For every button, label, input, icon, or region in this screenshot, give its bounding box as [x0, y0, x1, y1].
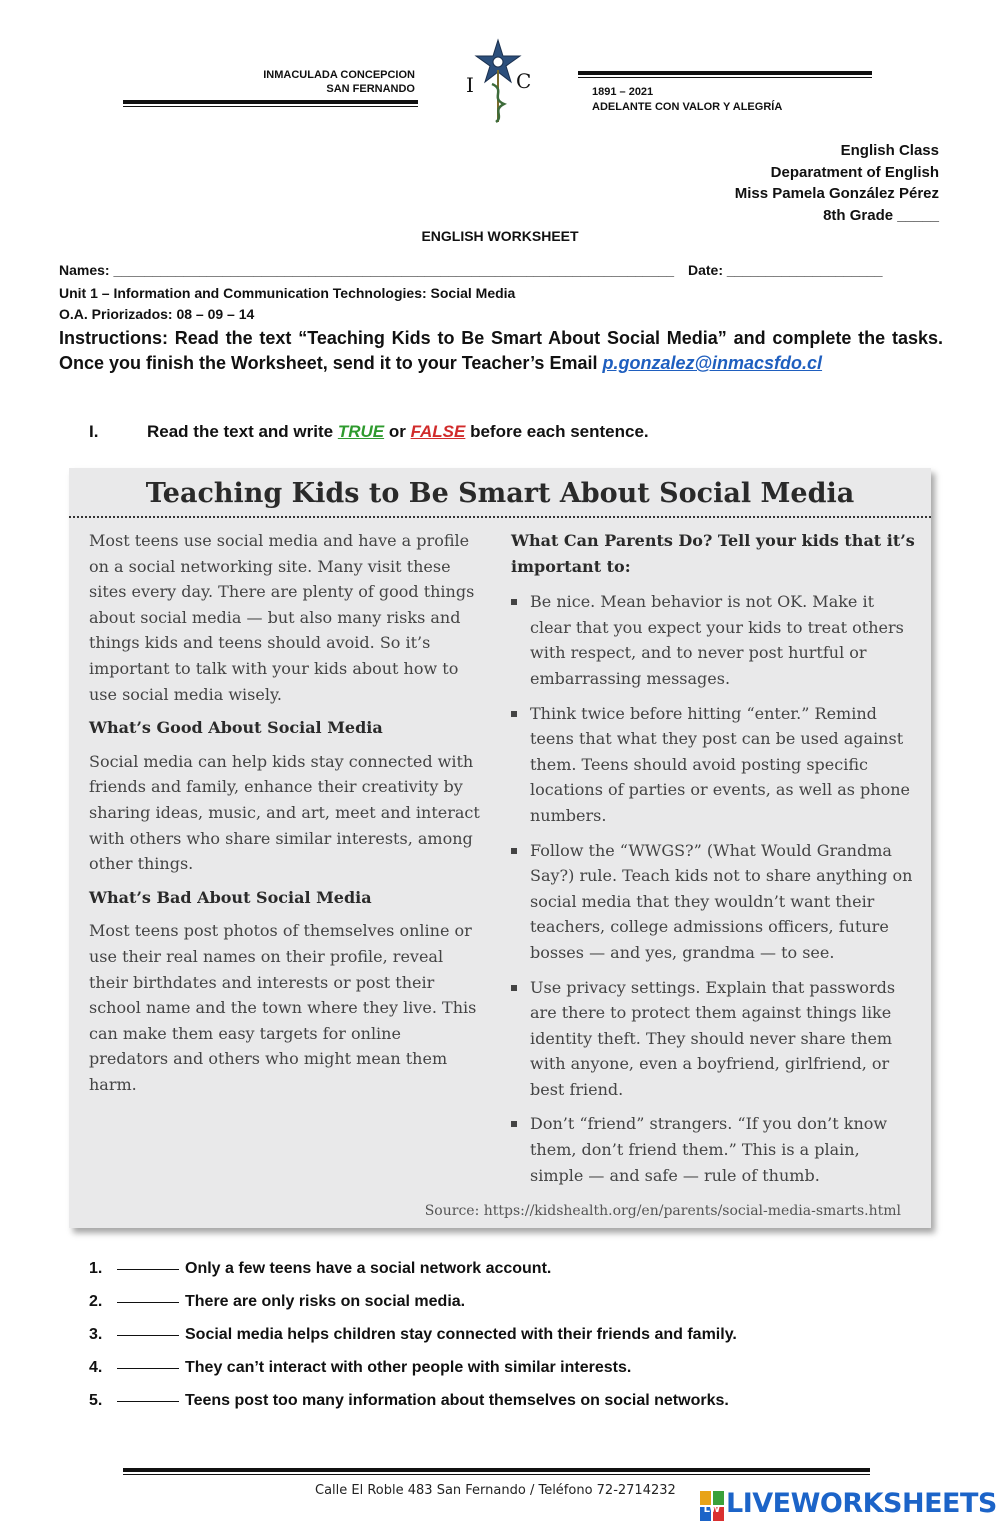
header-rule-right-thin: [578, 77, 872, 78]
good-heading: What’s Good About Social Media: [89, 718, 383, 738]
section-text-pre: Read the text and write: [147, 422, 338, 441]
list-item: [89, 1293, 939, 1326]
liveworksheets-icon: [700, 1491, 724, 1521]
question-text: There are only risks on social media.: [185, 1293, 466, 1310]
school-motto-text: ADELANTE CON VALOR Y ALEGRÍA: [592, 101, 783, 113]
question-number: 4.: [89, 1359, 103, 1376]
article-title: Teaching Kids to Be Smart About Social Media: [145, 478, 855, 509]
bad-heading: What’s Bad About Social Media: [89, 887, 372, 907]
list-item: [89, 1359, 939, 1392]
question-number: 1.: [89, 1260, 103, 1277]
article-intro: Most teens use social media and have a profile on a social networking site. Many visit these sites every day. There are plenty of good things about social media — but also many risks and things kids and teens should avoid. So it’s important to talk with your kids about how to use social media wisely.: [89, 531, 475, 704]
question-text: They can’t interact with other people with similar interests.: [185, 1359, 632, 1376]
list-item: [89, 1260, 939, 1293]
question-text: Only a few teens have a social network account.: [185, 1260, 552, 1277]
oa-line: O.A. Priorizados: 08 – 09 – 14: [59, 306, 255, 322]
list-item: [511, 1111, 916, 1188]
list-item: [511, 701, 916, 829]
true-word: TRUE: [337, 422, 385, 441]
bullet-icon: [511, 985, 517, 991]
section-text-or: or: [384, 422, 411, 441]
names-field[interactable]: Names: ________________________________________________________________________: [59, 262, 675, 278]
tips-list: [511, 589, 916, 1188]
answer-blank[interactable]: [117, 1269, 179, 1270]
list-item: [89, 1326, 939, 1359]
school-name-line1: INMACULADA CONCEPCION: [263, 69, 415, 81]
list-item: [511, 975, 916, 1103]
school-name: [200, 68, 415, 96]
logo-letter-c: C: [516, 69, 532, 93]
instructions: [59, 326, 943, 376]
liveworksheets-brand: LIVEWORKSHEETS: [726, 1488, 997, 1519]
footer-rule: [123, 1468, 870, 1472]
article-right-column: [511, 528, 916, 1197]
school-motto: [592, 85, 782, 115]
footer-rule-thin: [123, 1474, 870, 1475]
list-item: [511, 838, 916, 966]
answer-blank[interactable]: [117, 1302, 179, 1303]
school-years: 1891 – 2021: [592, 86, 654, 98]
school-logo-icon: [462, 36, 534, 126]
section-1-heading: [89, 422, 649, 442]
instructions-text: Instructions: Read the text “Teaching Kids to Be Smart About Social Media” and complete the tasks. Once you finish the Worksheet, send it to your Teacher’s Email: [59, 328, 943, 373]
section-text-post: before each sentence.: [465, 422, 649, 441]
teacher-email-link[interactable]: p.gonzalez@inmacsfdo.cl: [602, 353, 823, 373]
tip-text: Be nice. Mean behavior is not OK. Make it clear that you expect your kids to treat others with respect, and to never post hurtful or embarrassing messages.: [530, 592, 904, 688]
answer-blank[interactable]: [117, 1335, 179, 1336]
grade: 8th Grade _____: [823, 206, 939, 224]
false-word: FALSE: [410, 422, 466, 441]
article-box: [69, 468, 931, 1228]
question-number: 5.: [89, 1392, 103, 1409]
section-number: I.: [89, 422, 99, 441]
list-item: [511, 589, 916, 691]
department: Deparatment of English: [770, 163, 939, 181]
footer-address: Calle El Roble 483 San Fernando / Teléfono 72-2714232: [315, 1483, 676, 1498]
tip-text: Don’t “friend” strangers. “If you don’t know them, don’t friend them.” This is a plain, simple — and safe — rule of thumb.: [530, 1114, 888, 1185]
header-rule-right: [578, 71, 872, 75]
header-rule-left-thin: [123, 106, 418, 107]
question-text: Teens post too many information about themselves on social networks.: [185, 1392, 729, 1409]
good-text: Social media can help kids stay connected with friends and family, enhance their creativity by sharing ideas, music, and art, meet and interact with others who share similar interests, among other things.: [89, 751, 480, 874]
class-info: [735, 140, 939, 226]
question-text: Social media helps children stay connected with their friends and family.: [185, 1326, 737, 1343]
bullet-icon: [511, 599, 517, 605]
answer-blank[interactable]: [117, 1401, 179, 1402]
class-name: English Class: [840, 142, 939, 159]
bullet-icon: [511, 711, 517, 717]
bullet-icon: [511, 848, 517, 854]
list-item: [89, 1392, 939, 1425]
question-number: 2.: [89, 1293, 103, 1310]
names-row: [59, 262, 940, 278]
article-source: Source: https://kidshealth.org/en/parents/social-media-smarts.html: [424, 1203, 901, 1219]
article-title-divider: [69, 516, 931, 518]
tip-text: Use privacy settings. Explain that passwords are there to protect them against things like identity theft. They should never share them with anyone, even a boyfriend, girlfriend, or best friend.: [530, 977, 896, 1099]
tip-text: Think twice before hitting “enter.” Remind teens that what they post can be used against them. Teens should avoid posting specific locations of parties or events, as well as phone numbers.: [530, 703, 910, 825]
article-left-column: [89, 528, 484, 1097]
tip-text: Follow the “WWGS?” (What Would Grandma Say?) rule. Teach kids not to share anything on social media that they wouldn’t want their teachers, college admissions officers, future bosses — and yes, grandma — to see.: [530, 840, 913, 962]
teacher-name: Miss Pamela González Pérez: [734, 185, 939, 202]
parents-heading: What Can Parents Do? Tell your kids that it’s important to:: [511, 531, 915, 576]
question-number: 3.: [89, 1326, 103, 1343]
header-rule-left: [123, 100, 418, 104]
unit-line: Unit 1 – Information and Communication Technologies: Social Media: [59, 285, 516, 301]
liveworksheets-icon-letters: LW: [703, 1504, 721, 1515]
worksheet-title: ENGLISH WORKSHEET: [421, 228, 579, 244]
date-field[interactable]: Date: ____________________: [687, 262, 883, 278]
bullet-icon: [511, 1121, 517, 1127]
questions-list: [89, 1260, 939, 1425]
logo-letter-i: I: [466, 73, 474, 97]
bad-text: Most teens post photos of themselves online or use their real names on their profile, reveal their birthdates and interests or post their school name and the town where they live. This can make them easy targets for online predators and others who might mean them harm.: [89, 921, 477, 1094]
answer-blank[interactable]: [117, 1368, 179, 1369]
school-name-line2: SAN FERNANDO: [326, 83, 415, 95]
